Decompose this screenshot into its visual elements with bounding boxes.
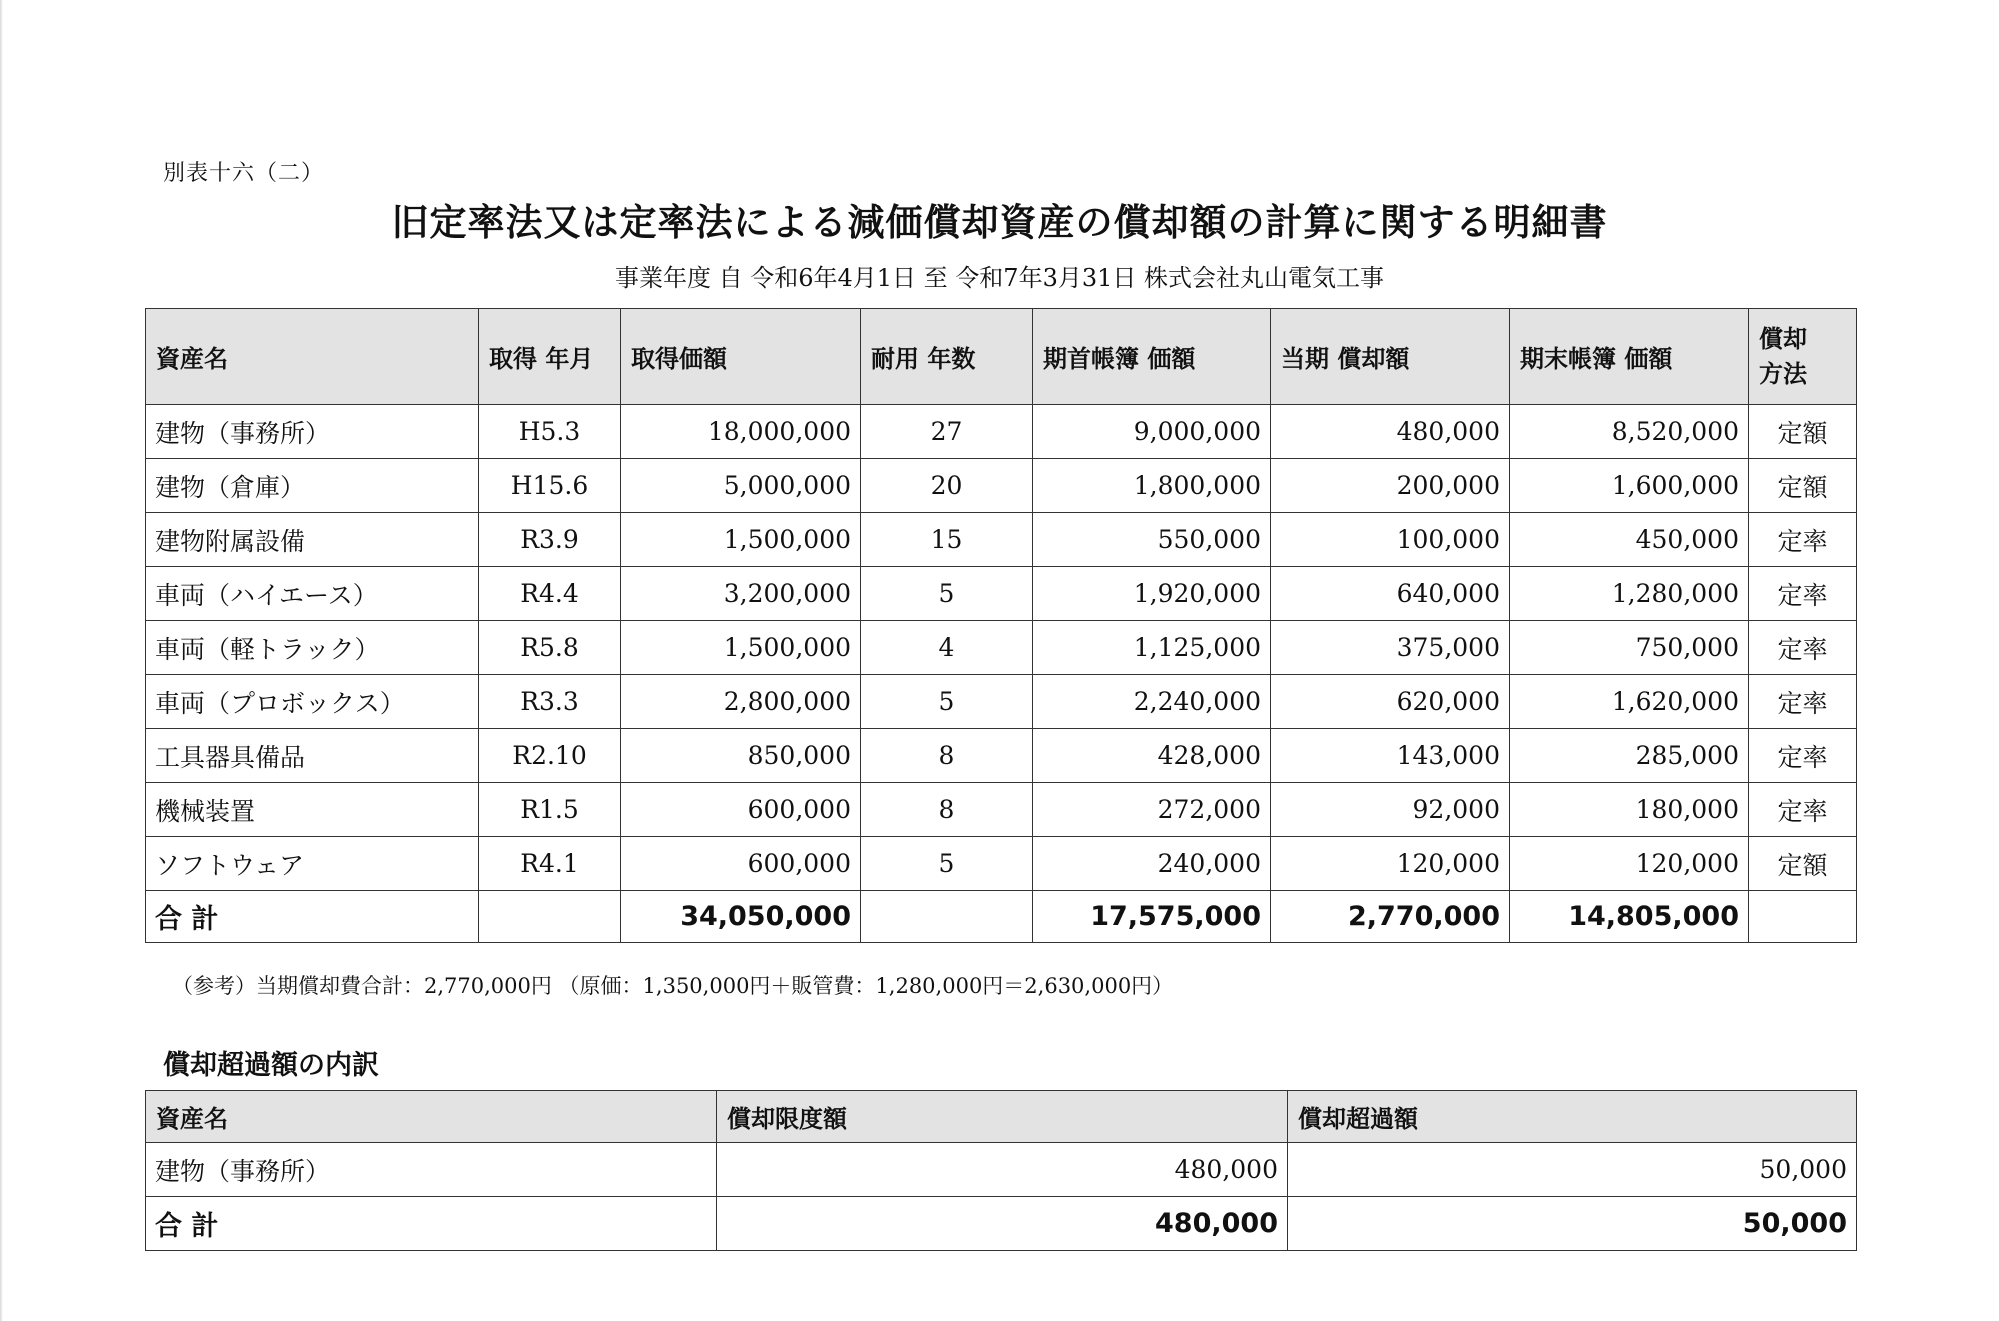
excess-section-title: 償却超過額の内訳	[163, 1050, 379, 1081]
cost-cell: 2,800,000	[621, 675, 861, 729]
col-header-depreciation: 当期 償却額	[1271, 309, 1510, 405]
depreciation-cell: 375,000	[1271, 621, 1510, 675]
table-row	[146, 837, 1857, 891]
method-cell: 定率	[1749, 675, 1857, 729]
excess-total-label: 合 計	[146, 1197, 717, 1251]
life-cell: 5	[861, 837, 1033, 891]
table-row	[146, 621, 1857, 675]
acquired-cell: R4.1	[479, 837, 621, 891]
asset-name-cell: 建物（事務所）	[146, 405, 479, 459]
method-cell: 定率	[1749, 729, 1857, 783]
asset-name-cell: 工具器具備品	[146, 729, 479, 783]
table-row	[146, 459, 1857, 513]
asset-name-cell: ソフトウェア	[146, 837, 479, 891]
acquired-cell: H15.6	[479, 459, 621, 513]
col-header-life: 耐用 年数	[861, 309, 1033, 405]
opening-value-cell: 9,000,000	[1033, 405, 1271, 459]
document-title: 旧定率法又は定率法による減価償却資産の償却額の計算に関する明細書	[391, 201, 1608, 244]
acquired-cell: R4.4	[479, 567, 621, 621]
life-cell: 8	[861, 729, 1033, 783]
opening-value-cell: 1,125,000	[1033, 621, 1271, 675]
excess-total-amount: 50,000	[1288, 1197, 1857, 1251]
depreciation-cell: 100,000	[1271, 513, 1510, 567]
opening-value-cell: 428,000	[1033, 729, 1271, 783]
depreciation-cell: 620,000	[1271, 675, 1510, 729]
acquired-cell: R1.5	[479, 783, 621, 837]
excess-table	[145, 1090, 1857, 1251]
method-cell: 定額	[1749, 459, 1857, 513]
cost-cell: 3,200,000	[621, 567, 861, 621]
acquired-cell: R3.3	[479, 675, 621, 729]
table-row	[146, 675, 1857, 729]
asset-name-cell: 車両（ハイエース）	[146, 567, 479, 621]
opening-value-cell: 550,000	[1033, 513, 1271, 567]
depreciation-table	[145, 308, 1857, 943]
excess-col-header-asset-name: 資産名	[146, 1091, 717, 1143]
closing-value-cell: 1,600,000	[1510, 459, 1749, 513]
cost-cell: 600,000	[621, 837, 861, 891]
asset-name-cell: 機械装置	[146, 783, 479, 837]
life-cell: 8	[861, 783, 1033, 837]
excess-asset-name-cell: 建物（事務所）	[146, 1143, 717, 1197]
closing-value-cell: 450,000	[1510, 513, 1749, 567]
life-cell: 5	[861, 675, 1033, 729]
excess-header-row	[146, 1091, 1857, 1143]
life-cell: 4	[861, 621, 1033, 675]
table-header-row	[146, 309, 1857, 405]
excess-total-limit: 480,000	[717, 1197, 1288, 1251]
col-header-cost: 取得価額	[621, 309, 861, 405]
closing-value-cell: 8,520,000	[1510, 405, 1749, 459]
acquired-cell: R2.10	[479, 729, 621, 783]
closing-value-cell: 285,000	[1510, 729, 1749, 783]
method-cell: 定額	[1749, 837, 1857, 891]
closing-value-cell: 750,000	[1510, 621, 1749, 675]
total-row	[146, 891, 1857, 943]
excess-limit-cell: 480,000	[717, 1143, 1288, 1197]
depreciation-cell: 640,000	[1271, 567, 1510, 621]
cost-cell: 600,000	[621, 783, 861, 837]
total-label: 合 計	[146, 891, 479, 943]
closing-value-cell: 1,280,000	[1510, 567, 1749, 621]
cost-cell: 1,500,000	[621, 513, 861, 567]
table-row	[146, 513, 1857, 567]
table-row	[146, 567, 1857, 621]
opening-value-cell: 272,000	[1033, 783, 1271, 837]
life-cell: 20	[861, 459, 1033, 513]
col-header-opening: 期首帳簿 価額	[1033, 309, 1271, 405]
depreciation-cell: 120,000	[1271, 837, 1510, 891]
acquired-cell: R3.9	[479, 513, 621, 567]
total-life-empty	[861, 891, 1033, 943]
total-depreciation: 2,770,000	[1271, 891, 1510, 943]
excess-amount-cell: 50,000	[1288, 1143, 1857, 1197]
table-row	[146, 729, 1857, 783]
total-closing: 14,805,000	[1510, 891, 1749, 943]
opening-value-cell: 1,920,000	[1033, 567, 1271, 621]
method-cell: 定額	[1749, 405, 1857, 459]
cost-cell: 1,500,000	[621, 621, 861, 675]
form-number: 別表十六（二）	[163, 161, 325, 186]
method-cell: 定率	[1749, 513, 1857, 567]
col-header-method: 償却 方法	[1749, 309, 1857, 405]
excess-total-row	[146, 1197, 1857, 1251]
opening-value-cell: 2,240,000	[1033, 675, 1271, 729]
life-cell: 27	[861, 405, 1033, 459]
excess-row	[146, 1143, 1857, 1197]
total-acquired-empty	[479, 891, 621, 943]
cost-cell: 18,000,000	[621, 405, 861, 459]
depreciation-cell: 480,000	[1271, 405, 1510, 459]
fiscal-period-company: 事業年度 自 令和6年4月1日 至 令和7年3月31日 株式会社丸山電気工事	[614, 264, 1385, 292]
acquired-cell: R5.8	[479, 621, 621, 675]
col-header-closing: 期末帳簿 価額	[1510, 309, 1749, 405]
acquired-cell: H5.3	[479, 405, 621, 459]
asset-name-cell: 建物（倉庫）	[146, 459, 479, 513]
total-opening: 17,575,000	[1033, 891, 1271, 943]
total-cost: 34,050,000	[621, 891, 861, 943]
excess-col-header-excess: 償却超過額	[1288, 1091, 1857, 1143]
opening-value-cell: 240,000	[1033, 837, 1271, 891]
excess-col-header-limit: 償却限度額	[717, 1091, 1288, 1143]
asset-name-cell: 建物附属設備	[146, 513, 479, 567]
opening-value-cell: 1,800,000	[1033, 459, 1271, 513]
closing-value-cell: 180,000	[1510, 783, 1749, 837]
col-header-asset-name: 資産名	[146, 309, 479, 405]
life-cell: 5	[861, 567, 1033, 621]
asset-name-cell: 車両（プロボックス）	[146, 675, 479, 729]
depreciation-cell: 143,000	[1271, 729, 1510, 783]
table-row	[146, 405, 1857, 459]
method-cell: 定率	[1749, 621, 1857, 675]
depreciation-cell: 92,000	[1271, 783, 1510, 837]
table-row	[146, 783, 1857, 837]
col-header-acquired: 取得 年月	[479, 309, 621, 405]
closing-value-cell: 120,000	[1510, 837, 1749, 891]
closing-value-cell: 1,620,000	[1510, 675, 1749, 729]
life-cell: 15	[861, 513, 1033, 567]
reference-note: （参考）当期償却費合計：2,770,000円 （原価：1,350,000円＋販管費：1,280,000円＝2,630,000円）	[172, 974, 1174, 998]
depreciation-cell: 200,000	[1271, 459, 1510, 513]
asset-name-cell: 車両（軽トラック）	[146, 621, 479, 675]
method-cell: 定率	[1749, 567, 1857, 621]
cost-cell: 5,000,000	[621, 459, 861, 513]
method-cell: 定率	[1749, 783, 1857, 837]
total-method-empty	[1749, 891, 1857, 943]
cost-cell: 850,000	[621, 729, 861, 783]
